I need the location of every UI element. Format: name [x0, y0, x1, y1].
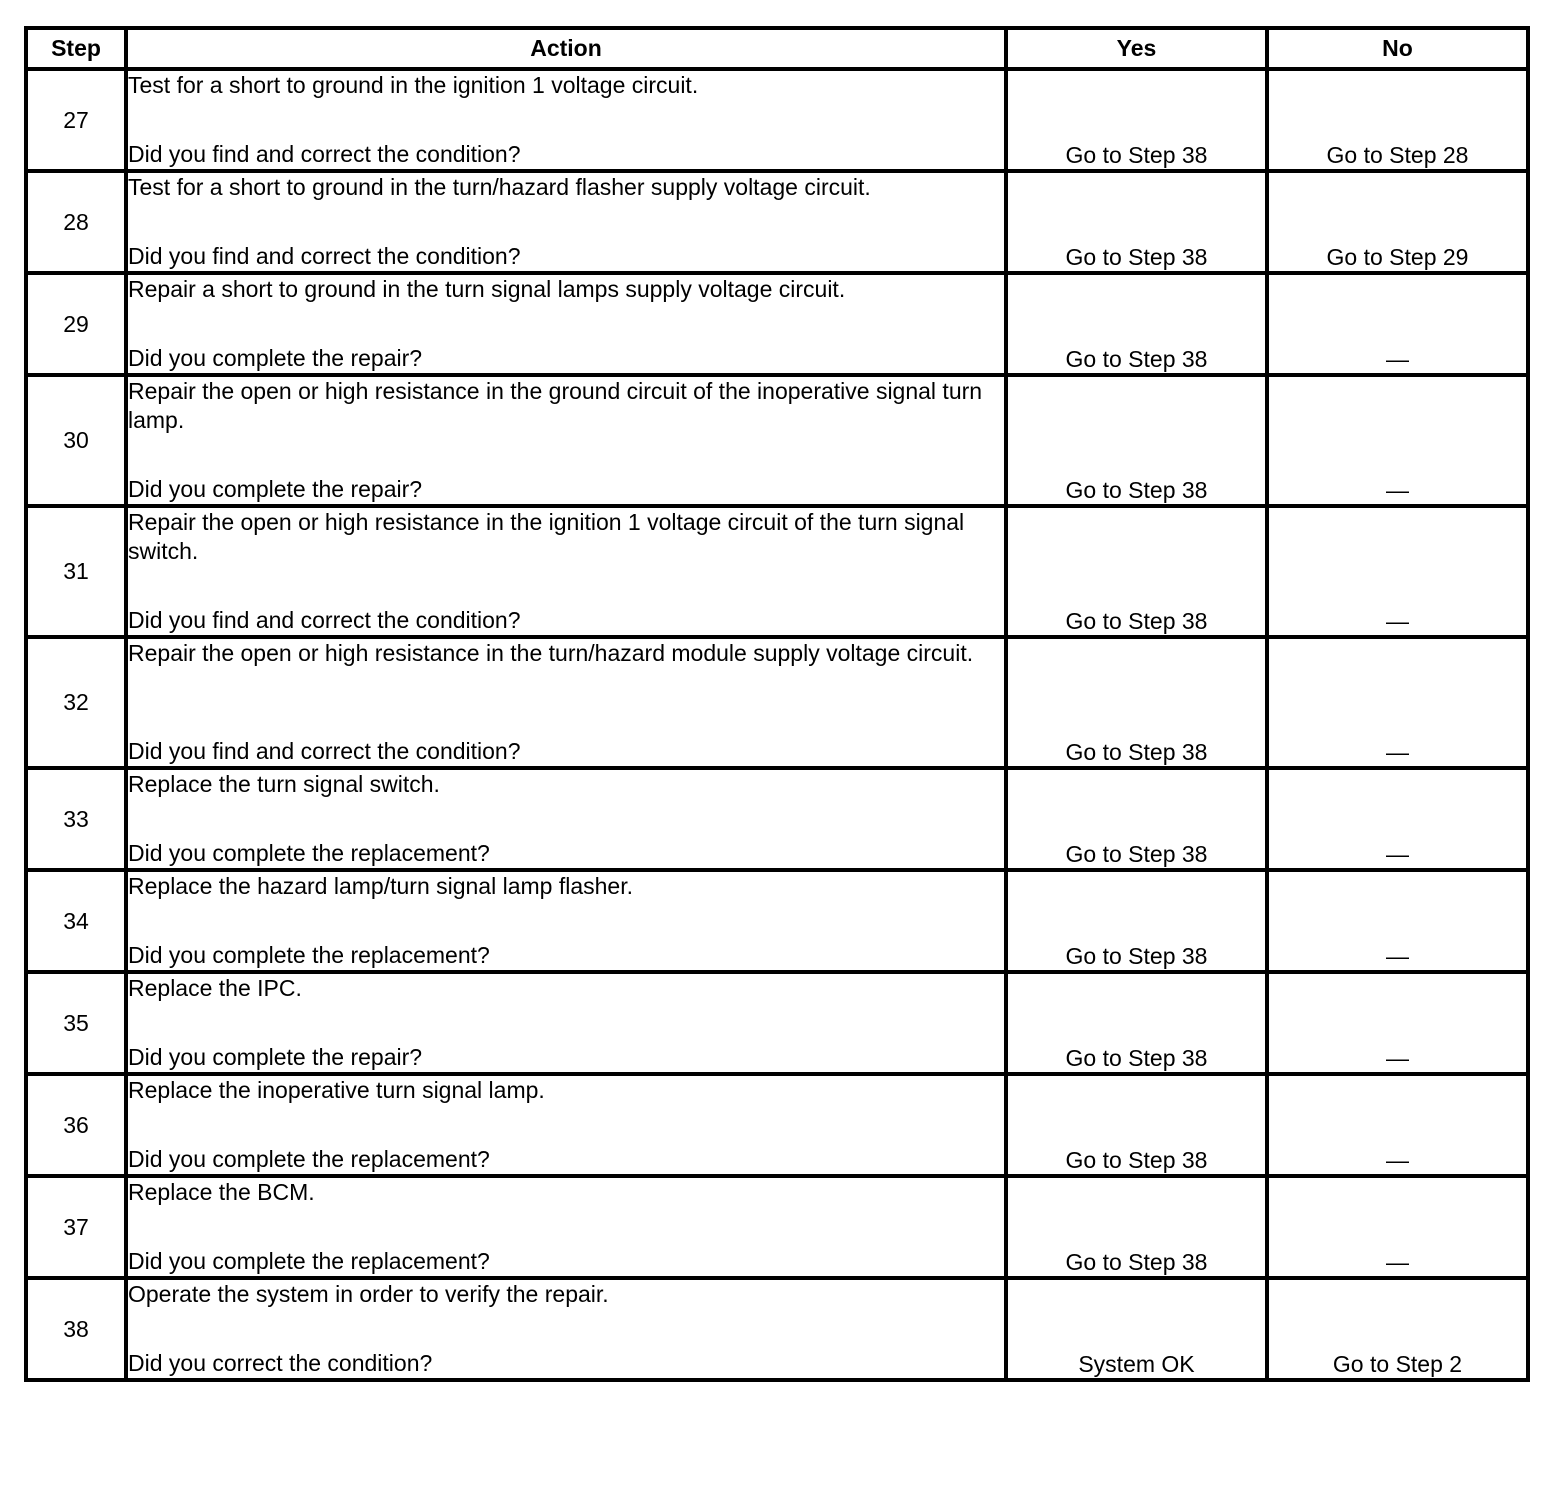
no-cell: — [1267, 1074, 1528, 1176]
action-question: Did you complete the replacement? [128, 1146, 490, 1172]
action-instruction: Repair the open or high resistance in the turn/hazard module supply voltage circuit. [128, 640, 974, 666]
table-row [26, 375, 1528, 506]
table-row [26, 1278, 1528, 1380]
step-cell: 33 [26, 768, 126, 870]
action-instruction: Test for a short to ground in the turn/hazard flasher supply voltage circuit. [128, 174, 871, 200]
action-cell [126, 69, 1006, 171]
step-cell: 32 [26, 637, 126, 768]
no-cell: — [1267, 1176, 1528, 1278]
table-row [26, 506, 1528, 637]
yes-cell: Go to Step 38 [1006, 768, 1267, 870]
action-cell [126, 637, 1006, 768]
yes-cell: Go to Step 38 [1006, 375, 1267, 506]
header-row [26, 28, 1528, 69]
action-cell [126, 375, 1006, 506]
action-question: Did you complete the repair? [128, 1044, 423, 1070]
action-question: Did you find and correct the condition? [128, 243, 521, 269]
yes-cell: Go to Step 38 [1006, 506, 1267, 637]
action-cell [126, 1074, 1006, 1176]
step-cell: 37 [26, 1176, 126, 1278]
table-row [26, 1176, 1528, 1278]
step-cell: 34 [26, 870, 126, 972]
step-cell: 27 [26, 69, 126, 171]
yes-cell: Go to Step 38 [1006, 637, 1267, 768]
no-cell: Go to Step 2 [1267, 1278, 1528, 1380]
table-row [26, 273, 1528, 375]
action-instruction: Replace the inoperative turn signal lamp. [128, 1077, 545, 1103]
action-cell [126, 171, 1006, 273]
header-yes: Yes [1006, 28, 1267, 69]
yes-cell: Go to Step 38 [1006, 972, 1267, 1074]
action-cell [126, 1176, 1006, 1278]
action-question: Did you complete the repair? [128, 345, 423, 371]
action-question: Did you correct the condition? [128, 1350, 433, 1376]
action-cell [126, 768, 1006, 870]
action-instruction: Repair a short to ground in the turn signal lamps supply voltage circuit. [128, 276, 846, 302]
no-cell: — [1267, 972, 1528, 1074]
table-row [26, 972, 1528, 1074]
table-row [26, 637, 1528, 768]
step-cell: 30 [26, 375, 126, 506]
action-cell [126, 972, 1006, 1074]
action-instruction: Replace the BCM. [128, 1179, 315, 1205]
step-cell: 38 [26, 1278, 126, 1380]
action-instruction: Replace the IPC. [128, 975, 302, 1001]
action-question: Did you complete the replacement? [128, 840, 490, 866]
yes-cell: Go to Step 38 [1006, 870, 1267, 972]
action-question: Did you complete the replacement? [128, 942, 490, 968]
yes-cell: System OK [1006, 1278, 1267, 1380]
action-instruction: Replace the turn signal switch. [128, 771, 440, 797]
yes-cell: Go to Step 38 [1006, 1074, 1267, 1176]
action-instruction: Replace the hazard lamp/turn signal lamp flasher. [128, 873, 634, 899]
header-no: No [1267, 28, 1528, 69]
action-instruction: Repair the open or high resistance in the ignition 1 voltage circuit of the turn signal switch. [128, 509, 965, 564]
header-action: Action [126, 28, 1006, 69]
no-cell: — [1267, 375, 1528, 506]
table-row [26, 1074, 1528, 1176]
table-row [26, 171, 1528, 273]
step-cell: 35 [26, 972, 126, 1074]
no-cell: Go to Step 29 [1267, 171, 1528, 273]
action-instruction: Repair the open or high resistance in the ground circuit of the inoperative signal turn lamp. [128, 378, 983, 433]
no-cell: Go to Step 28 [1267, 69, 1528, 171]
no-cell: — [1267, 768, 1528, 870]
action-cell [126, 870, 1006, 972]
header-step: Step [26, 28, 126, 69]
action-cell [126, 506, 1006, 637]
yes-cell: Go to Step 38 [1006, 1176, 1267, 1278]
yes-cell: Go to Step 38 [1006, 171, 1267, 273]
yes-cell: Go to Step 38 [1006, 69, 1267, 171]
action-question: Did you complete the replacement? [128, 1248, 490, 1274]
action-question: Did you find and correct the condition? [128, 141, 521, 167]
action-question: Did you complete the repair? [128, 476, 423, 502]
table-row [26, 69, 1528, 171]
step-cell: 36 [26, 1074, 126, 1176]
action-cell [126, 273, 1006, 375]
table-row [26, 870, 1528, 972]
action-instruction: Test for a short to ground in the ignition 1 voltage circuit. [128, 72, 699, 98]
no-cell: — [1267, 637, 1528, 768]
action-question: Did you find and correct the condition? [128, 738, 521, 764]
no-cell: — [1267, 870, 1528, 972]
no-cell: — [1267, 506, 1528, 637]
step-cell: 31 [26, 506, 126, 637]
diagnostic-table [24, 26, 1530, 1382]
no-cell: — [1267, 273, 1528, 375]
action-instruction: Operate the system in order to verify the repair. [128, 1281, 609, 1307]
action-cell [126, 1278, 1006, 1380]
step-cell: 28 [26, 171, 126, 273]
step-cell: 29 [26, 273, 126, 375]
action-question: Did you find and correct the condition? [128, 607, 521, 633]
yes-cell: Go to Step 38 [1006, 273, 1267, 375]
table-row [26, 768, 1528, 870]
